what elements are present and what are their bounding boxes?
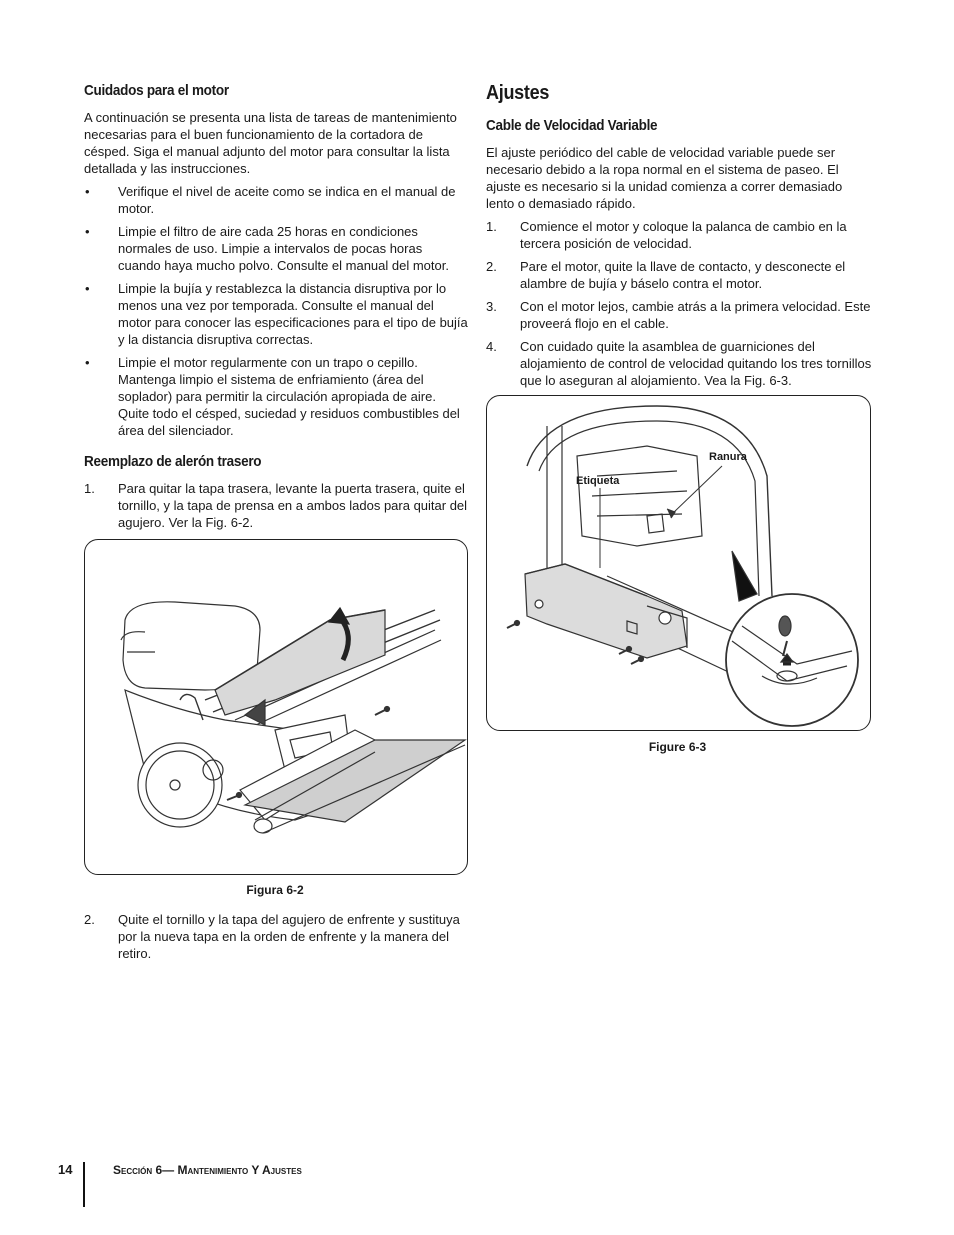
- cable-intro: El ajuste periódico del cable de velocidad variable puede ser necesario debido a la ropa normal en el sistema de paseo. El ajuste es necesario si la unidad comienza a correr demasiado lento o demasiado rápido.: [486, 145, 843, 211]
- figure-6-2-caption: Figura 6-2: [246, 883, 304, 897]
- list-item: 1. Para quitar la tapa trasera, levante la puerta trasera, quite el tornillo, y la tapa de prensa en a ambos lados para quitar del agujero. Ver la Fig. 6-2.: [84, 481, 468, 530]
- list-item: 1. Comience el motor y coloque la palanca de cambio en la tercera posición de velocidad.: [486, 219, 847, 251]
- right-column: [486, 82, 872, 754]
- mower-rear-flap-illustration: [85, 540, 467, 874]
- list-item: • Limpie la bujía y restablezca la distancia disruptiva por lo menos una vez por temporada. Consulte el manual del motor para conocer las especificaciones para el tipo de bujía y la distancia disruptiva correctas.: [85, 281, 468, 347]
- list-item: 2. Quite el tornillo y la tapa del agujero de enfrente y sustituya por la nueva tapa en la orden de enfrente y la manera del retiro.: [84, 912, 460, 961]
- label-ranura: Ranura: [709, 451, 747, 463]
- rear-flap-steps: [84, 480, 468, 531]
- left-column: [84, 82, 468, 968]
- heading-rear-flap: Reemplazo de alerón trasero: [84, 453, 262, 470]
- figure-6-3: [486, 395, 871, 731]
- engine-care-list: [84, 183, 468, 439]
- rear-flap-steps-continued: [84, 911, 468, 962]
- section-title: Sección 6— Mantenimiento Y Ajustes: [113, 1163, 302, 1177]
- page-title-ajustes: Ajustes: [486, 82, 550, 104]
- bullet-mark: •: [85, 224, 90, 239]
- list-item: • Verifique el nivel de aceite como se indica en el manual de motor.: [85, 184, 456, 216]
- label-etiqueta: Etiqueta: [576, 475, 620, 487]
- engine-care-intro: A continuación se presenta una lista de tareas de mantenimiento necesarias para el buen funcionamiento de la cortadora de césped. Siga el manual adjunto del motor para consultar la lista detallada y las instrucciones.: [84, 110, 457, 176]
- figure-6-3-caption: Figure 6-3: [648, 740, 707, 754]
- heading-engine-care: Cuidados para el motor: [84, 82, 229, 99]
- bullet-mark: •: [85, 355, 90, 370]
- list-item: 4. Con cuidado quite la asamblea de guarniciones del alojamiento de control de velocidad quitando los tres tornillos que lo aseguran al alojamiento. Vea la Fig. 6-3.: [486, 339, 872, 388]
- cable-steps: [486, 218, 872, 389]
- list-item: • Limpie el motor regularmente con un trapo o cepillo. Mantenga limpio el sistema de enfriamiento (área del soplador) para permitir la circulación apropiada de aire. Quite todo el césped, suciedad y residuos combustibles del área del silenciador.: [85, 355, 460, 438]
- speed-control-housing-illustration: [487, 396, 870, 730]
- list-item: 2. Pare el motor, quite la llave de contacto, y desconecte el alambre de bujía y báselo contra el motor.: [486, 259, 846, 291]
- figure-6-2: [84, 539, 468, 875]
- footer-divider: [83, 1162, 85, 1207]
- bullet-mark: •: [85, 184, 90, 199]
- page-number: 14: [58, 1162, 73, 1177]
- list-item: • Limpie el filtro de aire cada 25 horas en condiciones normales de uso. Limpie a intervalos de pocas horas cuando haya mucho polvo. Consulte el manual del motor.: [85, 224, 449, 273]
- heading-variable-speed-cable: Cable de Velocidad Variable: [486, 117, 658, 134]
- list-item: 3. Con el motor lejos, cambie atrás a la primera velocidad. Este proveerá flojo en el cable.: [486, 299, 871, 331]
- bullet-mark: •: [85, 281, 90, 296]
